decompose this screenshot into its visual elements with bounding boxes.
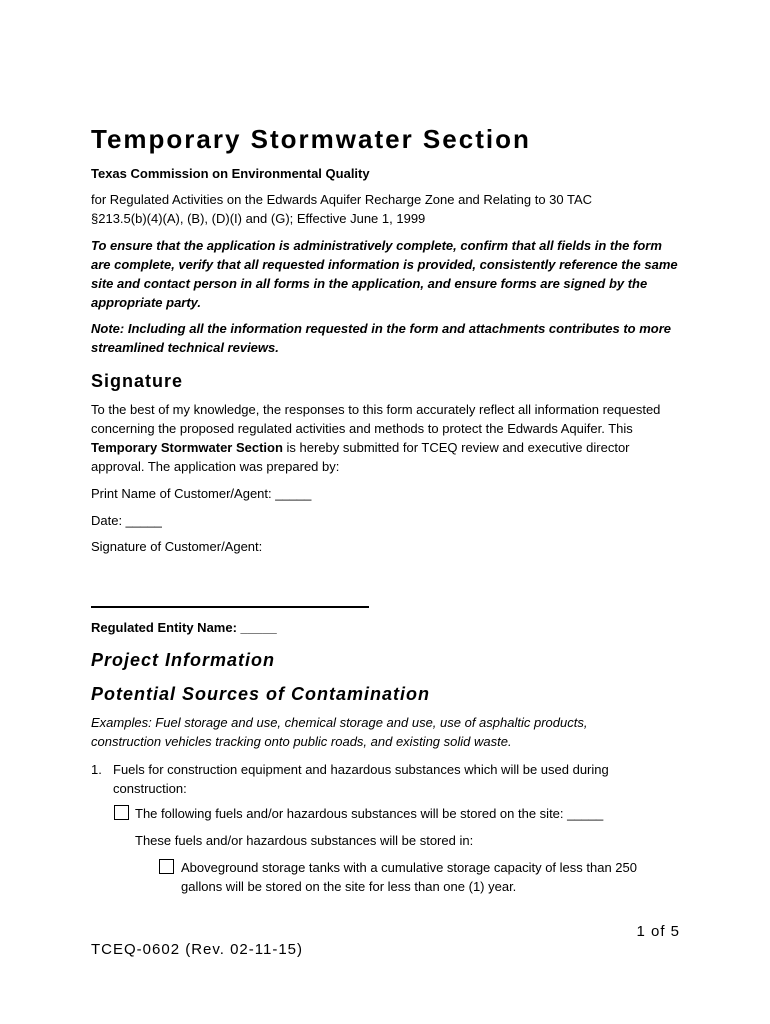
- checkbox-icon: [114, 805, 129, 820]
- signature-paragraph: [91, 400, 671, 476]
- option1-checkbox[interactable]: [114, 805, 129, 825]
- item1-text: Fuels for construction equipment and hazardous substances which will be used during construction:: [113, 762, 609, 796]
- instruction-text: To ensure that the application is administratively complete, confirm that all fields in the form are complete, verify that all requested information is provided, consistently reference the same site and contact person in all forms in the application, and ensure forms are signed by the appropriate party.: [91, 238, 678, 310]
- option1-label: The following fuels and/or hazardous substances will be stored on the site: _____: [135, 806, 604, 821]
- scope-text: for Regulated Activities on the Edwards Aquifer Recharge Zone and Relating to 30 TAC §213.5(b)(4)(A), (B), (D)(I) and (G); Effective June 1, 1999: [91, 192, 593, 226]
- signature-paragraph-bold: Temporary Stormwater Section: [91, 440, 283, 455]
- agency-name: Texas Commission on Environmental Quality: [91, 166, 370, 181]
- signature-label: Signature of Customer/Agent:: [91, 539, 263, 554]
- signature-paragraph-part1: To the best of my knowledge, the responses to this form accurately reflect all information requested concerning the proposed regulated activities and methods to protect the Edwards Aquifer. This: [91, 402, 661, 436]
- project-heading: Project Information: [91, 650, 276, 670]
- note-text: Note: Including all the information requested in the form and attachments contributes to more streamlined technical reviews.: [91, 321, 671, 355]
- contamination-subheading: Potential Sources of Contamination: [91, 684, 431, 704]
- examples-text: Examples: Fuel storage and use, chemical storage and use, use of asphaltic products, construction vehicles tracking onto public roads, and existing solid waste.: [91, 715, 588, 749]
- print-name-field[interactable]: Print Name of Customer/Agent: _____: [91, 486, 312, 501]
- item1-number: 1.: [91, 762, 102, 777]
- date-field[interactable]: Date: _____: [91, 513, 162, 528]
- option2-label: Aboveground storage tanks with a cumulative storage capacity of less than 250 gallons will be stored on the site for less than one (1) year.: [181, 860, 637, 894]
- checkbox-icon: [159, 859, 174, 874]
- regulated-entity-field[interactable]: Regulated Entity Name: _____: [91, 620, 277, 635]
- signature-paragraph-part2: is hereby submitted for TCEQ review and executive director approval. The application was prepared by:: [91, 440, 630, 474]
- signature-line[interactable]: [91, 606, 369, 608]
- stored-in-text: These fuels and/or hazardous substances will be stored in:: [135, 833, 474, 848]
- signature-heading: Signature: [91, 371, 184, 391]
- page-number: 1 of 5: [636, 923, 680, 940]
- page-title: Temporary Stormwater Section: [91, 124, 531, 154]
- form-id: TCEQ-0602 (Rev. 02-11-15): [91, 941, 304, 958]
- option2-checkbox[interactable]: [159, 859, 174, 879]
